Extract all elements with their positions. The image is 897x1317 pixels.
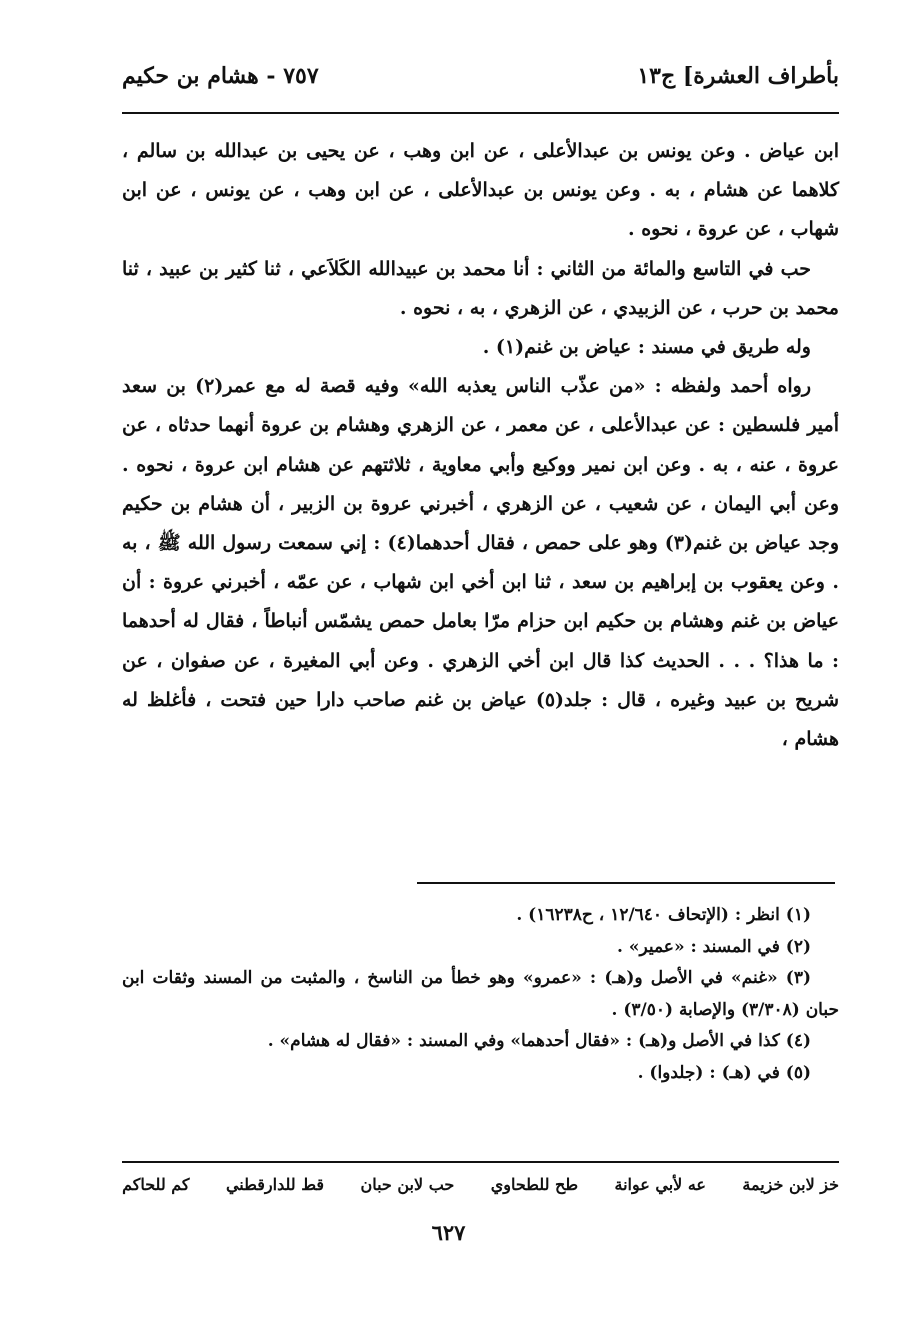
footnotes <box>122 900 839 1089</box>
bottom-divider <box>122 1161 839 1163</box>
body-paragraph: رواه أحمد ولفظه : «من عذّب الناس يعذبه الله» وفيه قصة له مع عمر(٢) بن سعد أمير فلسطين : عن عبدالأعلى ، عن معمر ، عن الزهري وهشام بن عروة أنهما حدثاه ، عن عروة ، عنه ، به . وعن ابن نمير ووكيع وأبي معاوية ، ثلاثتهم عن هشام ابن عروة ، نحوه . وعن أبي اليمان ، عن شعيب ، عن الزهري ، أخبرني عروة بن الزبير ، أن هشام بن حكيم وجد عياض بن غنم(٣) وهو على حمص ، فقال أحدهما(٤) : إني سمعت رسول الله ﷺ ، به . وعن يعقوب بن إبراهيم بن سعد ، ثنا ابن أخي ابن شهاب ، عن عمّه ، أخبرني عروة : أن عياض بن غنم وهشام بن حكيم ابن حزام مرّا بعامل حمص يشمّس أنباطاً ، فقال له أحدهما : ما هذا؟ . . . الحديث كذا قال ابن أخي الزهري . وعن أبي المغيرة ، عن صفوان ، عن شريح بن عبيد وغيره ، قال : جلد(٥) عياض بن غنم صاحب دارا حين فتحت ، فأغلظ له هشام ، <box>122 375 839 751</box>
footnote: (٢) في المسند : «عمير» . <box>617 936 811 957</box>
page-number: ٦٢٧ <box>431 1220 466 1245</box>
header-divider <box>122 112 839 114</box>
abbreviation: حب لابن حبان <box>360 1175 455 1194</box>
body-paragraph: وله طريق في مسند : عياض بن غنم(١) . <box>482 336 811 359</box>
abbreviation: طح للطحاوي <box>490 1175 579 1194</box>
footnote: (١) انظر : (الإتحاف ١٢/٦٤٠ ، ح١٦٢٣٨) . <box>516 905 811 925</box>
running-header <box>122 52 839 100</box>
entry-title: ٧٥٧ - هشام بن حكيم <box>122 63 319 89</box>
footnote: (٤) كذا في الأصل و(هـ) : «فقال أحدهما» وفي المسند : «فقال له هشام» . <box>267 1031 811 1051</box>
abbreviation: خز لابن خزيمة <box>742 1175 839 1194</box>
abbreviation: كم للحاكم <box>122 1175 190 1194</box>
book-title: بأطراف العشرة] ج١٣ <box>637 63 839 89</box>
abbreviation: عه لأبي عوانة <box>614 1175 706 1194</box>
abbreviations-key <box>122 1168 839 1202</box>
footnote: (٣) «غنم» في الأصل و(هـ) : «عمرو» وهو خطأ من الناسخ ، والمثبت من المسند وثقات ابن حبان (٣/٣٠٨) والإصابة (٣/٥٠) . <box>122 968 839 1020</box>
body-paragraph: حب في التاسع والمائة من الثاني : أنا محمد بن عبيدالله الكَلاَعي ، ثنا كثير بن عبيد ، ثنا محمد بن حرب ، عن الزبيدي ، عن الزهري ، به ، نحوه . <box>122 257 839 319</box>
footnote: (٥) في (هـ) : (جلدوا) . <box>637 1062 811 1083</box>
footnote-divider <box>417 882 835 884</box>
main-text <box>122 132 839 759</box>
body-paragraph: ابن عياض . وعن يونس بن عبدالأعلى ، عن ابن وهب ، عن يحيى بن عبدالله بن سالم ، كلاهما عن هشام ، به . وعن يونس بن عبدالأعلى ، عن ابن وهب ، عن يونس ، عن ابن شهاب ، عن عروة ، نحوه . <box>122 140 839 241</box>
abbreviation: قط للدارقطني <box>225 1175 325 1194</box>
